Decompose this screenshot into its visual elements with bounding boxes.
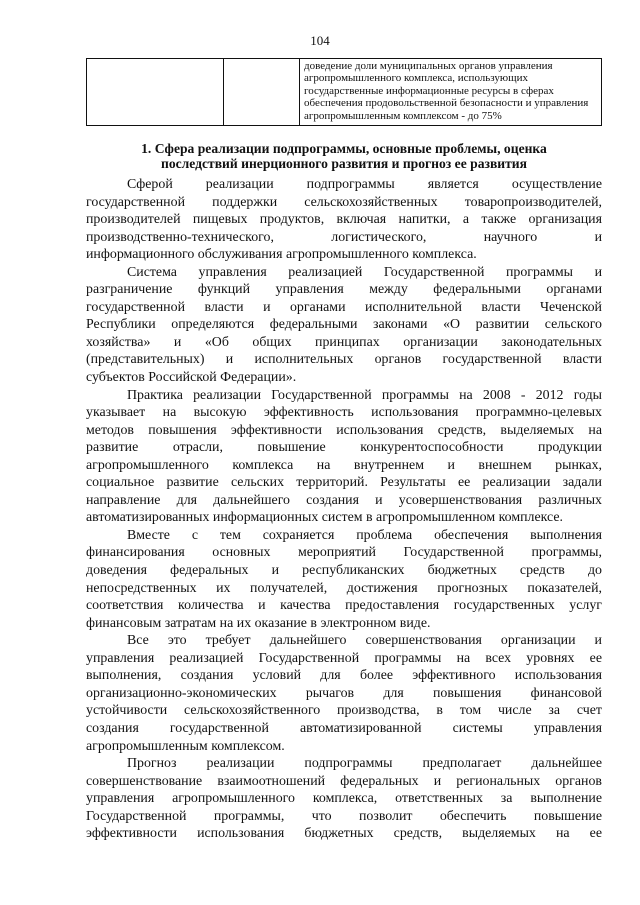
table-cell-line: агропромышленным комплексом - до 75% <box>304 109 502 122</box>
body-line: Вместе с тем сохраняется проблема обеспечения выполнения <box>127 527 602 543</box>
table-cell-text <box>300 59 602 126</box>
body-line: устойчивости сельскохозяйственного производства, в том числе за счет <box>86 703 602 719</box>
section-title-line: последствий инерционного развития и прогноз ее развития <box>160 156 527 171</box>
body-line: Республики определяются федеральными законами «О развитии сельского <box>86 317 602 333</box>
section-title-line: 1. Сфера реализации подпрограммы, основные проблемы, оценка <box>141 141 547 156</box>
page-number: 104 <box>310 33 330 48</box>
body-line: государственной власти и органами исполнительной власти Чеченской <box>86 299 602 315</box>
body-line: организационно-экономических рычагов для повышения финансовой <box>86 685 602 701</box>
body-line: хозяйства» и «Об общих принципах организации законодательных <box>86 334 602 350</box>
body-line: направление для дальнейшего создания и усовершенствования различных <box>86 492 602 508</box>
body-line: информационного обслуживания агропромышленного комплекса. <box>86 247 477 263</box>
body-line: государственной поддержки сельскохозяйственных товаропроизводителей, <box>86 194 602 210</box>
body-line: агропромышленным комплексом. <box>86 738 285 754</box>
table-cell-line: государственные информационные ресурсы в сферах <box>304 84 554 97</box>
body-line: Практика реализации Государственной программы на 2008 - 2012 годы <box>127 387 602 403</box>
body-line: агропромышленного комплекса на внутреннем и внешнем рынках, <box>86 457 602 473</box>
body-line: финансирования основных мероприятий Государственной программы, <box>86 545 602 561</box>
body-line: производственно-технического, логистического, научного и <box>86 229 602 245</box>
table-cell-empty <box>224 59 300 126</box>
table-fragment <box>86 58 602 126</box>
body-line: автоматизированных информационных систем в агропромышленном комплексе. <box>86 510 564 526</box>
body-line: развитие отрасли, повышение конкурентоспособности продукции <box>86 440 602 456</box>
body-line: выполнения, создания условий для более эффективного использования <box>86 668 602 684</box>
body-line: производителей пищевых продуктов, включая напитки, а также организация <box>86 212 602 228</box>
body-line: эффективности использования бюджетных средств, выделяемых на ее <box>86 826 602 842</box>
body-line: доведения федеральных и республиканских бюджетных средств до <box>86 563 602 579</box>
body-line: Государственной программы, что позволит обеспечить повышение <box>86 808 602 824</box>
body-line: создания государственной автоматизированной системы управления <box>86 720 602 736</box>
body-line: непосредственных их получателей, достижения прогнозных показателей, <box>86 580 602 596</box>
body-line: указывает на высокую эффективность использования программно-целевых <box>86 405 602 421</box>
body-line: совершенствование взаимоотношений федеральных и региональных органов <box>86 773 602 789</box>
table-cell-line: агропромышленного комплекса, использующих <box>304 72 528 85</box>
body-line: финансовым затратам на их оказание в электронном виде. <box>86 615 431 631</box>
body-line: социальное развитие сельских территорий. Результаты ее реализации задали <box>86 475 602 491</box>
body-line: Сферой реализации подпрограммы является осуществление <box>127 177 602 192</box>
body-line: субъектов Российской Федерации». <box>86 370 297 386</box>
body-line: разграничение функций управления между федеральными органами <box>86 282 602 298</box>
table-cell-empty <box>87 59 224 126</box>
table-cell-line: обеспечения продовольственной безопасности и управления <box>304 97 589 110</box>
body-line: Все это требует дальнейшего совершенствования организации и <box>127 633 602 649</box>
section-title <box>86 141 602 171</box>
body-line: соответствия количества и качества предоставления государственных услуг <box>86 598 602 614</box>
body-text <box>86 176 602 843</box>
body-line: управления реализацией Государственной программы на всех уровнях ее <box>86 650 602 666</box>
body-line: (представительных) и исполнительных органов государственной власти <box>86 352 602 368</box>
body-line: управления агропромышленного комплекса, ответственных за выполнение <box>86 791 602 807</box>
body-line: методов повышения эффективности использования средств, выделяемых на <box>86 422 602 438</box>
body-line: Система управления реализацией Государственной программы и <box>127 264 602 280</box>
table-row <box>87 59 602 126</box>
body-line: Прогноз реализации подпрограммы предполагает дальнейшее <box>127 756 602 772</box>
table-cell-line: доведение доли муниципальных органов управления <box>304 60 553 72</box>
